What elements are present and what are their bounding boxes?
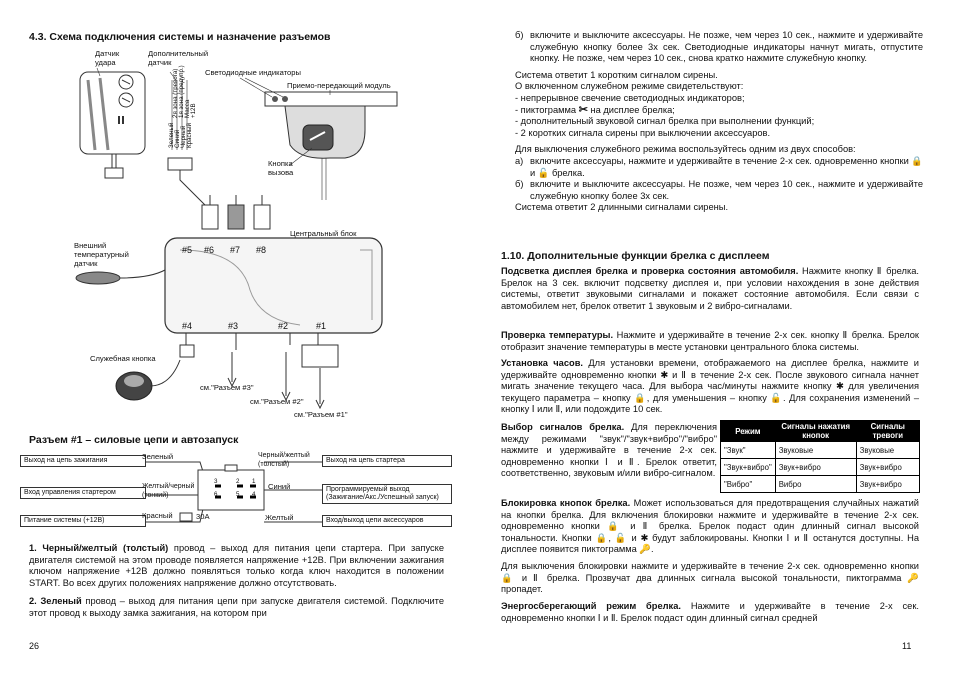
port-1: #1 <box>316 321 327 331</box>
right-page <box>477 0 954 675</box>
page-number-right: 11 <box>902 641 912 651</box>
conn1-power: Питание системы (+12В) <box>20 515 146 527</box>
wire-desc-12v: +12В <box>190 103 197 118</box>
paragraph-2: 2. Зеленый провод – выход для питания цепи при запуске двигателя системой. Подключите этот провод к выходу замка зажигания, на котором при <box>29 596 444 618</box>
pin-1: 1 <box>252 478 256 485</box>
port-5: #5 <box>182 245 193 255</box>
wire-color-black: Черный <box>180 125 187 148</box>
label-leds: Светодиодные индикаторы <box>205 68 301 77</box>
table-cell: Звук+вибро <box>856 459 919 476</box>
label-call-button: Кнопка вызова <box>268 159 294 177</box>
pin-5: 5 <box>236 491 240 498</box>
label-service-button: Служебная кнопка <box>90 354 156 363</box>
signals-table <box>720 420 920 493</box>
pin-6: 6 <box>214 491 218 498</box>
wire-green: Зеленый <box>142 452 174 461</box>
conn1-acc-out: Вход/выход цепи аксессуаров <box>322 515 452 527</box>
table-cell: Звуковые <box>856 442 919 459</box>
eco-paragraph: Энергосберегающий режим брелка. Нажмите и удерживайте в течение 2-х сек. одновременно кнопки Ⅰ и Ⅱ. Брелок подаст один длинный сигнал средней <box>501 601 919 623</box>
fuse-label: 30А <box>196 512 210 521</box>
port-6: #6 <box>204 245 215 255</box>
table-cell: "Звук" <box>721 442 776 459</box>
temperature-paragraph: Проверка температуры. Нажмите и удерживайте в течение 2-х сек. кнопку Ⅱ брелка. Брелок отобразит значение температуры в месте установки центрального блока системы. <box>501 330 919 352</box>
table-row <box>721 459 920 476</box>
unlock-paragraph: Для выключения блокировки нажмите и удерживайте в течение 2-х сек. одновременно кнопки 🔒 и Ⅱ брелка. Прозвучат два длинных сигнала высокой тональности, пиктограмма 🔑 пропадет. <box>501 561 919 595</box>
table-cell: Звук+вибро <box>775 459 856 476</box>
wire-yellow-black-thin: Желтый/черный (тонкий) <box>142 483 195 499</box>
section-heading: 4.3. Схема подключения системы и назначение разъемов <box>29 31 331 43</box>
wire-yellow: Желтый <box>265 513 294 522</box>
wire-red: Красный <box>142 511 173 520</box>
lock-paragraph: Блокировка кнопок брелка. Может использоваться для предотвращения случайных нажатий на кнопки брелка. Для включения блокировки нажмите и удерживайте в течение 2-х сек. одновременно кнопки 🔒 и Ⅱ брелка. Брелок подаст один длинный сигнал высокой тональности. Кнопки 🔒, 🔓 и ✱ будут заблокированы. Кнопки Ⅰ и Ⅱ останутся доступны. На дисплее появится пиктограмма 🔑. <box>501 498 919 555</box>
port-3: #3 <box>228 321 239 331</box>
port-4: #4 <box>182 321 193 331</box>
conn1-starter-out: Выход на цепь стартера <box>322 455 452 467</box>
wire-color-blue: Синий <box>174 129 181 148</box>
wire-color-red: Красный <box>186 123 193 148</box>
th-alarm-signals: Сигналы тревоги <box>856 421 919 442</box>
connector1-heading: Разъем #1 – силовые цепи и автозапуск <box>29 434 239 446</box>
pin-4: 4 <box>252 491 256 498</box>
th-mode: Режим <box>721 421 776 442</box>
conn1-ign-out: Выход на цепь зажигания <box>20 455 146 467</box>
label-conn1: см."Разъем #1" <box>294 410 348 419</box>
wire-desc-ground: Масса <box>184 99 191 118</box>
label-aux-sensor: Дополнительный датчик <box>148 49 209 67</box>
table-cell: Звук+вибро <box>856 476 919 493</box>
label-conn3: см."Разъем #3" <box>200 383 254 392</box>
pin-2: 2 <box>236 478 240 485</box>
signals-paragraph: Выбор сигналов брелка. Для переключения между режимами "звук"/"звук+вибро"/"вибро" нажмите и удерживайте в течение 2-х сек. одновременно кнопки Ⅰ и Ⅱ. Брелок ответит, соответственно, звуковым и/или вибро-сигналом. <box>501 422 717 479</box>
wire-desc-zone2: 2я зона (тревога) <box>172 68 179 118</box>
table-cell: Звуковые <box>775 442 856 459</box>
conn1-prog-out: Программируемый выход (Зажигание/Акс./Успешный запуск) <box>322 484 452 504</box>
th-button-signals: Сигналы нажатия кнопок <box>775 421 856 442</box>
table-row <box>721 476 920 493</box>
port-7: #7 <box>230 245 241 255</box>
functions-heading: 1.10. Дополнительные функции брелка с дисплеем <box>501 250 770 262</box>
wire-color-green: Зеленый <box>168 122 175 148</box>
conn1-starter-ctl: Вход управления стартером <box>20 487 146 499</box>
table-cell: "Звук+вибро" <box>721 459 776 476</box>
label-transceiver: Приемо-передающий модуль <box>287 81 391 90</box>
label-central-block: Центральный блок <box>290 229 357 238</box>
service-mode-text: б) включите и выключите аксессуары. Не позже, чем через 10 сек., нажмите и удерживайте служебную кнопку более 3х сек. Светодиодные индикаторы начнут мигать, отпустите кнопку. Не позже, чем через 10 сек., снова кратко нажмите служебную кнопку. Система ответит 1 коротким сигналом сирены. О включенном служебном режиме свидетельствуют: - непрерывное свечение светодиодных индикаторов; - пиктограмма ✂ на дисплее брелка; - дополнительный звуковой сигнал брелка при выполнении функций; - 2 коротких сигнала сирены при выключении аксессуаров. Для выключения служебного режима воспользуйтесь одним из двух способов: а) включите аксессуары, нажмите и удерживайте в течение 2-х сек. одновременно кнопки 🔒 и 🔓 брелка. б) включите и выключите аксессуары. Не позже, чем через 10 сек., нажмите и удерживайте служебную кнопку более 3х сек. Система ответит 2 длинными сигналами сирены. <box>515 30 923 213</box>
port-2: #2 <box>278 321 289 331</box>
port-8: #8 <box>256 245 267 255</box>
table-cell: "Вибро" <box>721 476 776 493</box>
wire-blue: Синий <box>268 482 291 491</box>
clock-paragraph: Установка часов. Для установки времени, отображаемого на дисплее брелка, нажмите и удерживайте одновременно кнопки ✱ и Ⅱ в течение 2-х сек. После звукового сигнала начнет мигать значение текущего часа. Для выбора час/минуты нажмите кнопку ✱ для увеличения текущего параметра – кнопку 🔒, для уменьшения – кнопку 🔓. Для сохранения изменений – кнопку Ⅰ или Ⅱ, или подождите 10 сек. <box>501 358 919 415</box>
table-header-row <box>721 421 920 442</box>
wire-desc-zone1: 1я зона (предупр.) <box>178 65 185 118</box>
label-shock-sensor: Датчик удара <box>95 49 120 67</box>
pin-3: 3 <box>214 478 218 485</box>
paragraph-1: 1. Черный/желтый (толстый) провод – выход для питания цепи стартера. При запуске двигателя системой на этом проводе появляется напряжение +12В. При включении зажигания ключом напряжение +12В должно появляться только когда ключ находится в положении START. Во всех других положениях напряжение должно отсутствовать. <box>29 543 445 588</box>
table-row <box>721 442 920 459</box>
table-cell: Вибро <box>775 476 856 493</box>
page-number-left: 26 <box>29 641 40 651</box>
label-conn2: см."Разъем #2" <box>250 397 304 406</box>
wire-black-yellow-thick: Черный/желтый (толстый) <box>258 452 310 468</box>
label-ext-temp: Внешний температурный датчик <box>74 241 129 268</box>
backlight-paragraph: Подсветка дисплея брелка и проверка состояния автомобиля. Нажмите кнопку Ⅱ брелка. Брелок на 3 сек. включит подсветку дисплея и, при условии нахождения в зоне действия системы, ответит звуковыми сигналами и покажет состояние автомобиля. Если связи с автомобилем нет, брелок ответит 1 звуковым и 2 вибро-сигналами. <box>501 266 919 311</box>
